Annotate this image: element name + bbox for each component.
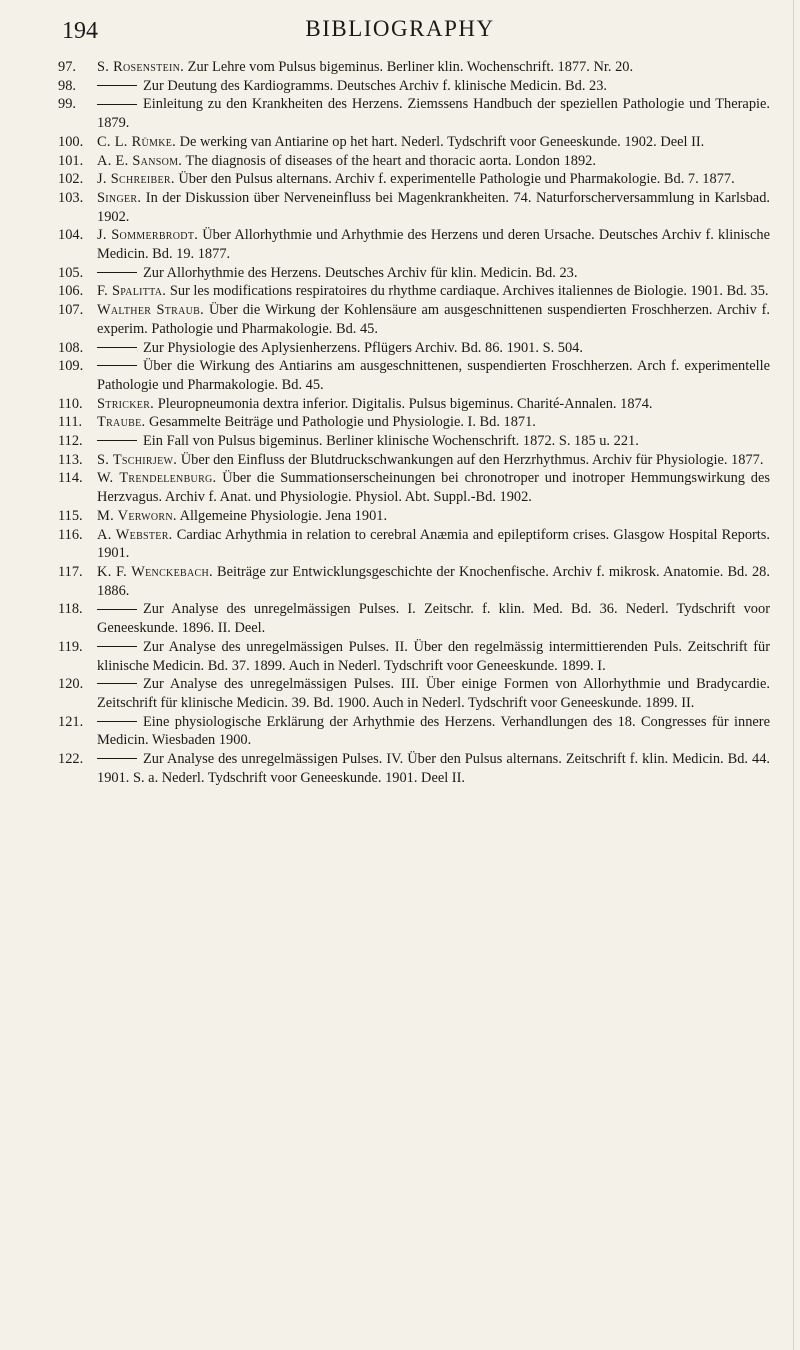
- entry-number: 121.: [58, 713, 84, 730]
- entry-citation: Zur Analyse des unregelmässigen Pulses. IV. Über den Pulsus alternans. Zeitschrift f. klin. Medicin. Bd. 44. 1901. S. a. Nederl. Tydschrift voor Geneeskunde. 1901. Deel II.: [97, 751, 770, 786]
- entry-citation: Über die Wirkung der Kohlensäure am ausgeschnittenen suspendierten Froschherzen. Archiv f. experim. Pathologie und Pharmakologie. Bd. 45.: [97, 302, 770, 337]
- entry-number: 106.: [58, 283, 84, 300]
- bibliography-entry: [58, 432, 770, 451]
- entry-citation: Zur Physiologie des Aplysienherzens. Pflügers Archiv. Bd. 86. 1901. S. 504.: [143, 339, 583, 356]
- entry-citation: Einleitung zu den Krankheiten des Herzens. Ziemssens Handbuch der speziellen Pathologie und Therapie. 1879.: [97, 96, 770, 132]
- entry-citation: Allgemeine Physiologie. Jena 1901.: [179, 507, 388, 524]
- entry-number: 119.: [58, 638, 83, 655]
- bibliography-entry: [58, 526, 770, 563]
- entry-author: Traube.: [97, 414, 146, 431]
- entry-author: S. Tschirjew.: [97, 451, 178, 468]
- bibliography-entry: [58, 395, 770, 414]
- entry-citation: Über den Pulsus alternans. Archiv f. experimentelle Pathologie und Pharmakologie. Bd. 7. 1877.: [178, 171, 735, 188]
- entry-author: K. F. Wenckebach.: [97, 563, 213, 580]
- entry-author: A. Webster.: [97, 526, 173, 543]
- ditto-dash: [97, 347, 137, 348]
- bibliography-entry: [58, 357, 770, 394]
- bibliography-entry: [58, 152, 770, 171]
- entry-author: Walther Straub.: [97, 302, 205, 319]
- running-title: BIBLIOGRAPHY: [305, 16, 495, 41]
- bibliography-entry: [58, 713, 770, 750]
- entry-citation: The diagnosis of diseases of the heart and thoracic aorta. London 1892.: [185, 152, 596, 169]
- entry-number: 113.: [58, 451, 83, 468]
- entry-number: 99.: [58, 96, 76, 113]
- entry-citation: Über den Einfluss der Blutdruckschwankungen auf den Herzrhythmus. Archiv für Physiologie. 1877.: [180, 451, 764, 468]
- entry-author: S. Rosenstein.: [97, 59, 185, 75]
- entry-number: 102.: [58, 171, 84, 188]
- bibliography-entry: [58, 600, 770, 637]
- entry-citation: De werking van Antiarine op het hart. Nederl. Tydschrift voor Geneeskunde. 1902. Deel II.: [179, 133, 705, 150]
- entry-citation: Zur Lehre vom Pulsus bigeminus. Berliner klin. Wochenschrift. 1877. Nr. 20.: [187, 59, 634, 75]
- ditto-dash: [97, 609, 137, 610]
- entry-number: 104.: [58, 227, 84, 244]
- bibliography-entry: [58, 469, 770, 506]
- entry-number: 103.: [58, 189, 84, 206]
- page-number: 194: [62, 18, 98, 44]
- bibliography-entry: [58, 413, 770, 432]
- entry-citation: Ein Fall von Pulsus bigeminus. Berliner klinische Wochenschrift. 1872. S. 185 u. 221.: [143, 433, 639, 450]
- entry-citation: Über Allorhythmie und Arhythmie des Herzens und deren Ursache. Deutsches Archiv f. klinische Medicin. Bd. 19. 1877.: [97, 227, 770, 263]
- entry-author: M. Verworn.: [97, 507, 177, 524]
- entry-number: 112.: [58, 433, 83, 450]
- entry-number: 101.: [58, 152, 84, 169]
- bibliography-entry: [58, 563, 770, 600]
- entry-number: 120.: [58, 676, 84, 693]
- bibliography-entry: [58, 77, 770, 96]
- entry-number: 116.: [58, 526, 83, 543]
- entry-author: F. Spalitta.: [97, 283, 167, 300]
- bibliography-entry: [58, 301, 770, 338]
- entry-citation: Beiträge zur Entwicklungsgeschichte der Knochenfische. Archiv f. mikrosk. Anatomie. Bd. 28. 1886.: [97, 563, 770, 599]
- entry-citation: Zur Deutung des Kardiogramms. Deutsches Archiv f. klinische Medicin. Bd. 23.: [143, 77, 608, 94]
- entry-citation: Zur Analyse des unregelmässigen Pulses. II. Über den regelmässig intermittierenden Puls. Zeitschrift für klinische Medicin. Bd. 37. 1899. Auch in Nederl. Tydschrift voor Geneeskunde. 1899. I.: [97, 638, 770, 674]
- entry-author: A. E. Sansom.: [97, 152, 183, 169]
- bibliography-entry: [58, 750, 770, 787]
- bibliography-entry: [58, 170, 770, 189]
- entry-number: 111.: [58, 414, 83, 431]
- entry-number: 97.: [58, 59, 76, 75]
- bibliography-entry: [58, 638, 770, 675]
- entry-number: 108.: [58, 339, 84, 356]
- ditto-dash: [97, 758, 137, 759]
- bibliography-entry: [58, 339, 770, 358]
- entry-number: 117.: [58, 563, 83, 580]
- bibliography-entry: [58, 95, 770, 132]
- entry-citation: Gesammelte Beiträge und Pathologie und Physiologie. I. Bd. 1871.: [149, 414, 536, 431]
- entry-number: 100.: [58, 133, 84, 150]
- entry-author: C. L. Rümke.: [97, 133, 177, 150]
- entry-number: 122.: [58, 751, 84, 768]
- entry-author: J. Schreiber.: [97, 171, 175, 188]
- entry-citation: Über die Wirkung des Antiarins am ausgeschnittenen, suspendierten Froschherzen. Arch f. experimentelle Pathologie und Pharmakologie. Bd. 45.: [97, 358, 770, 393]
- bibliography-entry: [58, 282, 770, 301]
- entry-number: 118.: [58, 601, 83, 618]
- entry-citation: Zur Analyse des unregelmässigen Pulses. III. Über einige Formen von Allorhythmie und Bradycardie. Zeitschrift für klinische Medicin. 39. Bd. 1900. Auch in Nederl. Tydschrift voor Geneeskunde. 1899. II.: [97, 676, 770, 711]
- bibliography-entry: [58, 133, 770, 152]
- entry-citation: Über die Summationserscheinungen bei chronotroper und inotroper Hemmungswirkung des Herzvagus. Archiv f. Anat. und Physiologie. Physiol. Abt. Suppl.-Bd. 1902.: [97, 470, 770, 506]
- bibliography-list: [58, 58, 770, 787]
- entry-citation: Zur Allorhythmie des Herzens. Deutsches Archiv für klin. Medicin. Bd. 23.: [143, 264, 578, 281]
- page-edge-line: [793, 0, 794, 1350]
- entry-author: Stricker.: [97, 395, 155, 412]
- entry-number: 114.: [58, 470, 83, 487]
- entry-citation: Cardiac Arhythmia in relation to cerebral Anæmia and epileptiform crises. Glasgow Hospital Reports. 1901.: [97, 526, 770, 562]
- entry-number: 98.: [58, 77, 76, 94]
- ditto-dash: [97, 646, 137, 647]
- entry-number: 115.: [58, 507, 83, 524]
- entry-author: Singer.: [97, 189, 142, 206]
- ditto-dash: [97, 721, 137, 722]
- bibliography-entry: [58, 264, 770, 283]
- bibliography-entry: [58, 58, 770, 77]
- entry-number: 110.: [58, 395, 83, 412]
- ditto-dash: [97, 365, 137, 366]
- ditto-dash: [97, 104, 137, 105]
- entry-citation: Pleuropneumonia dextra inferior. Digitalis. Pulsus bigeminus. Charité-Annalen. 1874.: [157, 395, 653, 412]
- bibliography-entry: [58, 675, 770, 712]
- ditto-dash: [97, 272, 137, 273]
- bibliography-entry: [58, 226, 770, 263]
- bibliography-entry: [58, 507, 770, 526]
- entry-citation: In der Diskussion über Nerveneinfluss bei Magenkrankheiten. 74. Naturforscherversammlung in Karlsbad. 1902.: [97, 189, 770, 225]
- entry-number: 107.: [58, 302, 84, 319]
- entry-citation: Eine physiologische Erklärung der Arhythmie des Herzens. Verhandlungen des 18. Congresses für innere Medicin. Wiesbaden 1900.: [97, 713, 770, 749]
- entry-citation: Sur les modifications respiratoires du rhythme cardiaque. Archives italiennes de Biologie. 1901. Bd. 35.: [169, 283, 769, 300]
- entry-author: W. Trendelenburg.: [97, 470, 217, 487]
- bibliography-entry: [58, 451, 770, 470]
- ditto-dash: [97, 683, 137, 684]
- entry-number: 105.: [58, 264, 84, 281]
- entry-number: 109.: [58, 358, 84, 375]
- bibliography-entry: [58, 189, 770, 226]
- ditto-dash: [97, 440, 137, 441]
- entry-author: J. Sommerbrodt.: [97, 227, 199, 244]
- entry-citation: Zur Analyse des unregelmässigen Pulses. I. Zeitschr. f. klin. Med. Bd. 36. Nederl. Tydschrift voor Geneeskunde. 1896. II. Deel.: [97, 601, 770, 637]
- page-header: [0, 16, 800, 50]
- ditto-dash: [97, 85, 137, 86]
